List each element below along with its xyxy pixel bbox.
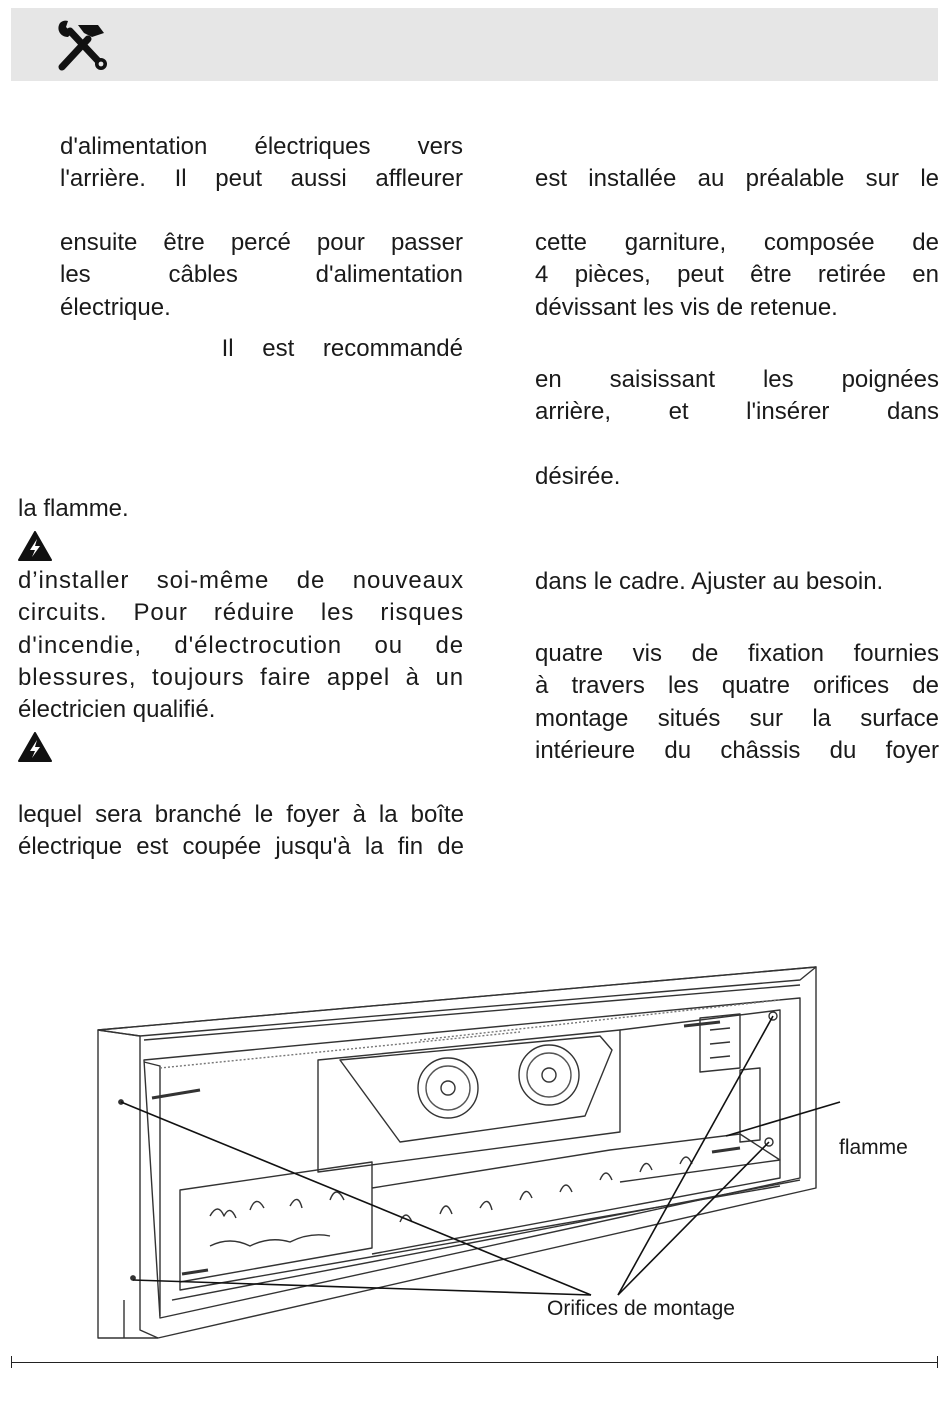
text-line: est installée au préalable sur le xyxy=(535,165,939,192)
label-flame: flamme xyxy=(839,1136,908,1159)
right-paragraph-4 xyxy=(535,461,939,493)
footer-rule xyxy=(11,1362,938,1363)
text-line: l'arrière. Il peut aussi affleurer xyxy=(60,165,463,193)
text-line: arrière, et l'insérer dans xyxy=(535,398,939,426)
text-line: intérieure du châssis du foyer xyxy=(535,736,939,764)
left-paragraph-2 xyxy=(60,227,463,324)
text-line: d'alimentation électriques vers xyxy=(60,133,463,160)
label-mounting-holes: Orifices de montage xyxy=(547,1297,735,1320)
text-line: dévissant les vis de retenue. xyxy=(535,293,838,321)
right-paragraph-3 xyxy=(535,364,939,429)
text-line: la flamme. xyxy=(18,495,129,522)
text-line: Il est recommandé xyxy=(221,335,463,362)
text-line: quatre vis de fixation fournies xyxy=(535,640,939,667)
text-line: d'incendie, d'électrocution ou de xyxy=(18,631,464,659)
text-line: circuits. Pour réduire les risques xyxy=(18,599,464,627)
left-paragraph-3 xyxy=(60,333,463,365)
text-line: les câbles d'alimentation xyxy=(60,261,463,289)
text-line: 4 pièces, peut être retirée en xyxy=(535,261,939,289)
text-line: d’installer soi-même de nouveaux xyxy=(18,567,464,594)
right-paragraph-5 xyxy=(535,566,939,598)
text-line: électricien qualifié. xyxy=(18,696,216,724)
text-line: blessures, toujours faire appel à un xyxy=(18,663,464,691)
header-band xyxy=(11,8,938,81)
text-line: électrique. xyxy=(60,293,171,321)
text-line: dans le cadre. Ajuster au besoin. xyxy=(535,568,884,595)
fireplace-illustration xyxy=(0,955,950,1355)
text-line: cette garniture, composée de xyxy=(535,229,939,256)
electrical-warning-icon xyxy=(18,531,52,561)
text-line: en saisissant les poignées xyxy=(535,366,939,393)
left-paragraph-5 xyxy=(18,565,464,726)
electrical-warning-icon xyxy=(18,732,52,762)
text-line: électrique est coupée jusqu'à la fin de xyxy=(18,833,464,861)
left-paragraph-1 xyxy=(60,131,463,196)
text-line: lequel sera branché le foyer à la boîte xyxy=(18,801,464,828)
left-paragraph-4 xyxy=(18,493,464,525)
text-line: à travers les quatre orifices de xyxy=(535,672,939,700)
left-paragraph-6 xyxy=(18,799,464,864)
right-paragraph-2 xyxy=(535,227,939,324)
footer-tick-right xyxy=(937,1356,938,1368)
right-paragraph-1 xyxy=(535,163,939,195)
right-paragraph-6 xyxy=(535,638,939,767)
hammer-wrench-icon xyxy=(54,17,110,73)
text-line: montage situés sur la surface xyxy=(535,704,939,732)
text-line: ensuite être percé pour passer xyxy=(60,229,463,256)
footer-tick-left xyxy=(11,1356,12,1368)
text-line: désirée. xyxy=(535,463,621,490)
